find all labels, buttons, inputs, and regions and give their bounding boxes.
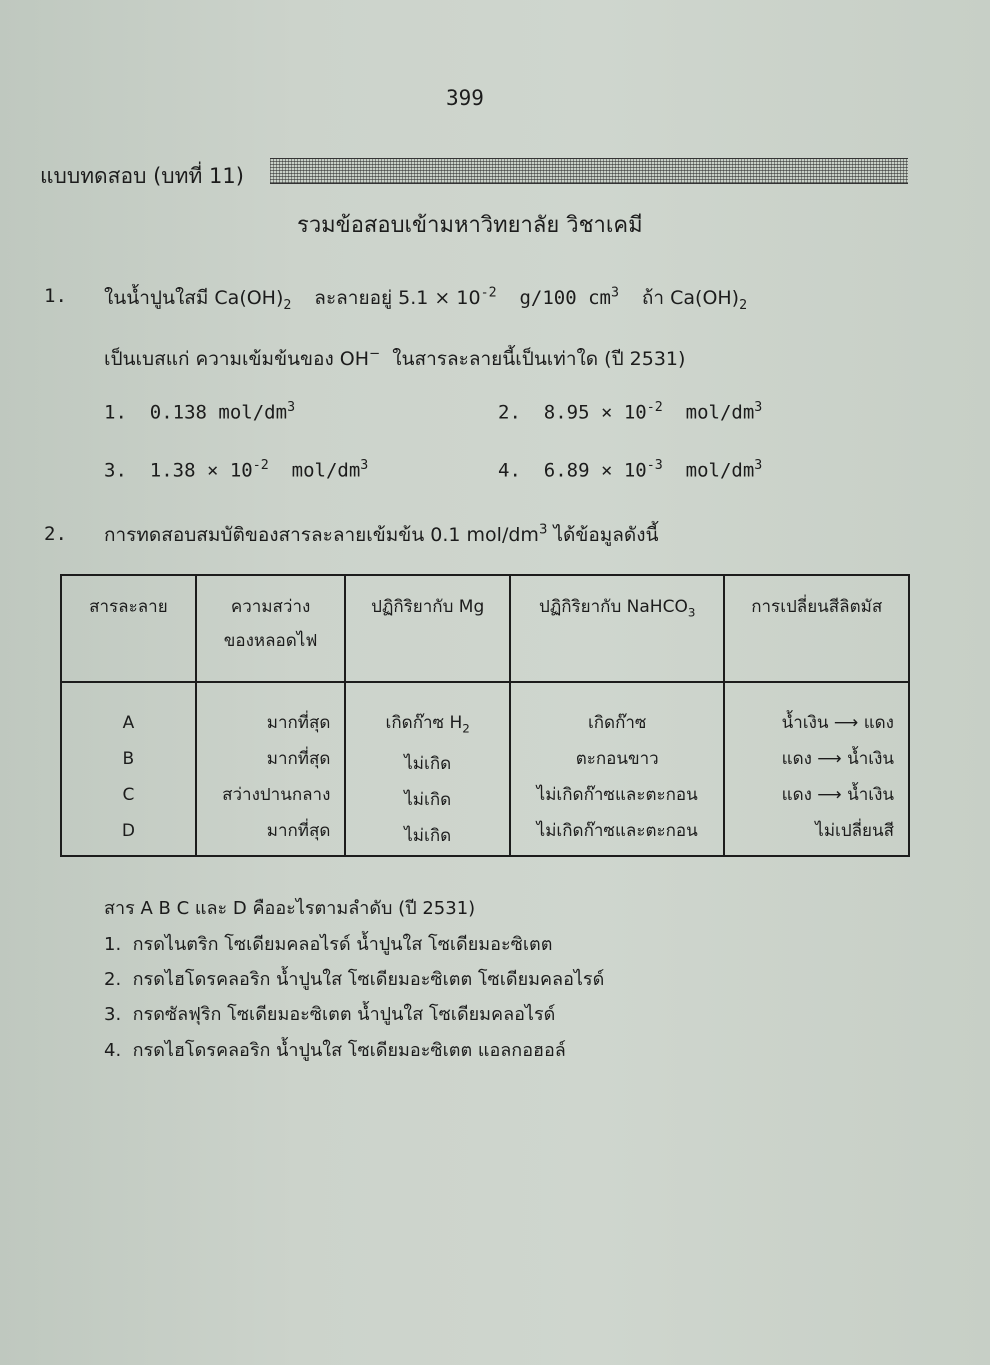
header-nahco3: ปฏิกิริยากับ NaHCO$_3$	[510, 575, 724, 682]
q1-number: 1.	[44, 285, 67, 307]
q2-answer-2: 2. กรดไฮโดรคลอริก น้ำปูนใส โซเดียมอะซิเตต โซเดียมคลอไรด์	[104, 969, 605, 990]
q2-prompt: สาร A B C และ D คืออะไรตามลำดับ (ปี 2531)	[104, 898, 476, 919]
page-title: รวมข้อสอบเข้ามหาวิทยาลัย วิชาเคมี	[297, 213, 643, 238]
table-header-row	[61, 575, 909, 682]
col-nahco3: เกิดก๊าซ ตะกอนขาว ไม่เกิดก๊าซและตะกอน ไม่เกิดก๊าซและตะกอน	[510, 682, 724, 856]
col-light: มากที่สุด มากที่สุด สว่างปานกลาง มากที่สุด	[196, 682, 346, 856]
header-litmus: การเปลี่ยนสีลิตมัส	[724, 575, 909, 682]
section-header: แบบทดสอบ (บทที่ 11)	[40, 164, 244, 188]
q1-line2: เป็นเบสแก่ ความเข้มข้นของ OH− ในสารละลายนี้เป็นเท่าใด (ปี 2531)	[104, 346, 686, 370]
q2-answer-3: 3. กรดซัลฟุริก โซเดียมอะซิเตต น้ำปูนใส โซเดียมคลอไรด์	[104, 1004, 556, 1025]
table-row	[61, 682, 909, 856]
q1-choice-4: 4. $6.89 \times 10^{-3}$ mol/$dm^3$	[498, 458, 763, 482]
page-number: 399	[446, 86, 484, 110]
col-litmus: น้ำเงิน ⟶ แดง แดง ⟶ น้ำเงิน แดง ⟶ น้ำเงิน ไม่เปลี่ยนสี	[724, 682, 909, 856]
q2-answer-1: 1. กรดไนตริก โซเดียมคลอไรด์ น้ำปูนใส โซเดียมอะซิเตต	[104, 934, 553, 955]
properties-table	[60, 574, 910, 857]
q1-line1: ในน้ำปูนใสมี $Ca(OH)_2$ ละลายอยู่ $5.1 \times 10^{-2}$ g/100 $cm^3$ ถ้า $Ca(OH)_2$	[104, 285, 748, 313]
col-solution: A B C D	[61, 682, 196, 856]
q1-choice-1: 1. 0.138 mol/$dm^3$	[104, 400, 296, 424]
col-mg: เกิดก๊าซ $H_2$ ไม่เกิด ไม่เกิด ไม่เกิด	[345, 682, 510, 856]
header-light: ความสว่าง ของหลอดไฟ	[196, 575, 346, 682]
header-hatch-bar	[270, 158, 908, 184]
q2-text: การทดสอบสมบัติของสารละลายเข้มข้น 0.1 mol/$dm^3$ ได้ข้อมูลดังนี้	[104, 522, 659, 546]
q1-choice-3: 3. $1.38 \times 10^{-2}$ mol/$dm^3$	[104, 458, 369, 482]
q2-answer-4: 4. กรดไฮโดรคลอริก น้ำปูนใส โซเดียมอะซิเตต แอลกอฮอล์	[104, 1040, 566, 1061]
header-solution: สารละลาย	[61, 575, 196, 682]
q1-choice-2: 2. $8.95 \times 10^{-2}$ mol/$dm^3$	[498, 400, 763, 424]
q2-number: 2.	[44, 523, 67, 545]
header-mg: ปฏิกิริยากับ Mg	[345, 575, 510, 682]
